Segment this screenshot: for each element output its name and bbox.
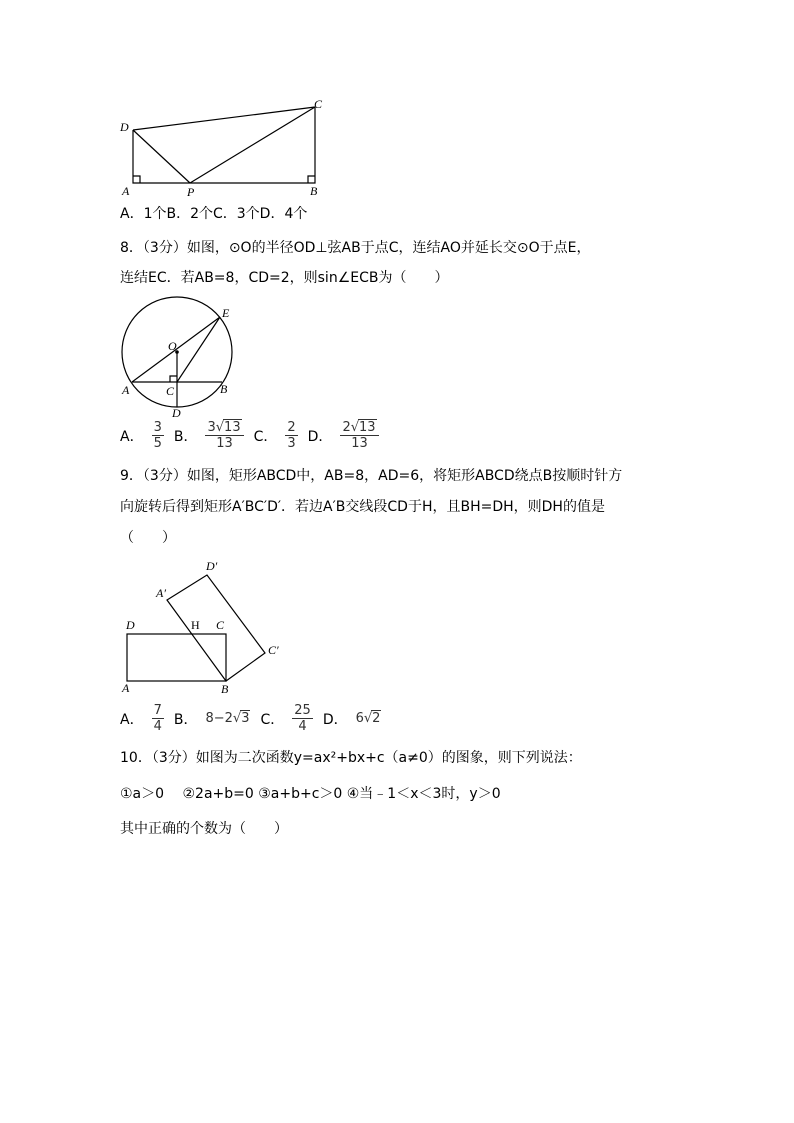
q9-label-b: B bbox=[221, 682, 229, 696]
q8-option-c: C． $\frac{2}{3}$ bbox=[253, 420, 296, 451]
q9-text-line3: （ ） bbox=[120, 530, 176, 546]
q7-label-b: B bbox=[310, 184, 318, 198]
q8-label-c: C bbox=[166, 384, 175, 398]
q8-text-line2: 连结EC．若AB=8，CD=2，则sin∠ECB为（ ） bbox=[120, 270, 449, 286]
q9-label-dprime: D′ bbox=[206, 559, 218, 573]
q8-label-b: B bbox=[220, 382, 228, 396]
q7-options: A．1个B．2个C．3个D．4个 bbox=[120, 206, 308, 222]
q7-label-a: A bbox=[122, 184, 130, 198]
q9-option-b: B． 8−2√3 bbox=[173, 711, 250, 728]
q8-options bbox=[120, 420, 389, 451]
q9-options bbox=[120, 703, 391, 734]
q10-text-line1: 10．（3分）如图为二次函数y=ax²+bx+c（a≠0）的图象，则下列说法： bbox=[120, 750, 582, 766]
q7-label-p: P bbox=[187, 185, 195, 199]
q7-label-c: C bbox=[314, 97, 323, 111]
q9-label-cprime: C′ bbox=[268, 643, 279, 657]
q8-option-a: A． $\frac{3}{5}$ bbox=[120, 420, 162, 451]
q7-figure bbox=[118, 96, 338, 200]
q9-text-line1: 9．（3分）如图，矩形ABCD中，AB=8，AD=6，将矩形ABCD绕点B按顺时针方 bbox=[120, 468, 623, 484]
q10-text-line3: 其中正确的个数为（ ） bbox=[120, 821, 288, 837]
q9-figure bbox=[118, 555, 298, 700]
q8-label-d: D bbox=[172, 406, 181, 420]
q10-text-line2: ①a＞0 ②2a+b=0 ③a+b+c＞0 ④当﹣1＜x＜3时，y＞0 bbox=[120, 786, 501, 802]
q9-option-d: D． 6√2 bbox=[322, 711, 381, 728]
q9-option-c: C． $\frac{25}{4}$ bbox=[260, 703, 311, 734]
q9-label-aprime: A′ bbox=[156, 586, 166, 600]
q8-option-b: B． $\frac{3√13}{13}$ bbox=[174, 420, 254, 451]
q9-label-c: C bbox=[216, 618, 225, 632]
q9-label-d: D bbox=[126, 618, 135, 632]
q9-label-a: A bbox=[122, 681, 130, 695]
q8-text-line1: 8．（3分）如图，⊙O的半径OD⊥弦AB于点C，连结AO并延长交⊙O于点E， bbox=[120, 240, 591, 256]
q9-text-line2: 向旋转后得到矩形A′BC′D′．若边A′B交线段CD于H，且BH=DH，则DH的值是 bbox=[120, 499, 605, 515]
q7-label-d: D bbox=[120, 120, 129, 134]
q9-label-h: H bbox=[191, 618, 200, 632]
q8-label-e: E bbox=[222, 306, 230, 320]
q8-option-d: D． $\frac{2√13}{13}$ bbox=[308, 420, 389, 451]
q9-option-a: A． $\frac{7}{4}$ bbox=[120, 703, 162, 734]
q8-label-a: A bbox=[122, 383, 130, 397]
q8-label-o: O bbox=[168, 339, 177, 353]
q8-figure bbox=[115, 302, 245, 424]
